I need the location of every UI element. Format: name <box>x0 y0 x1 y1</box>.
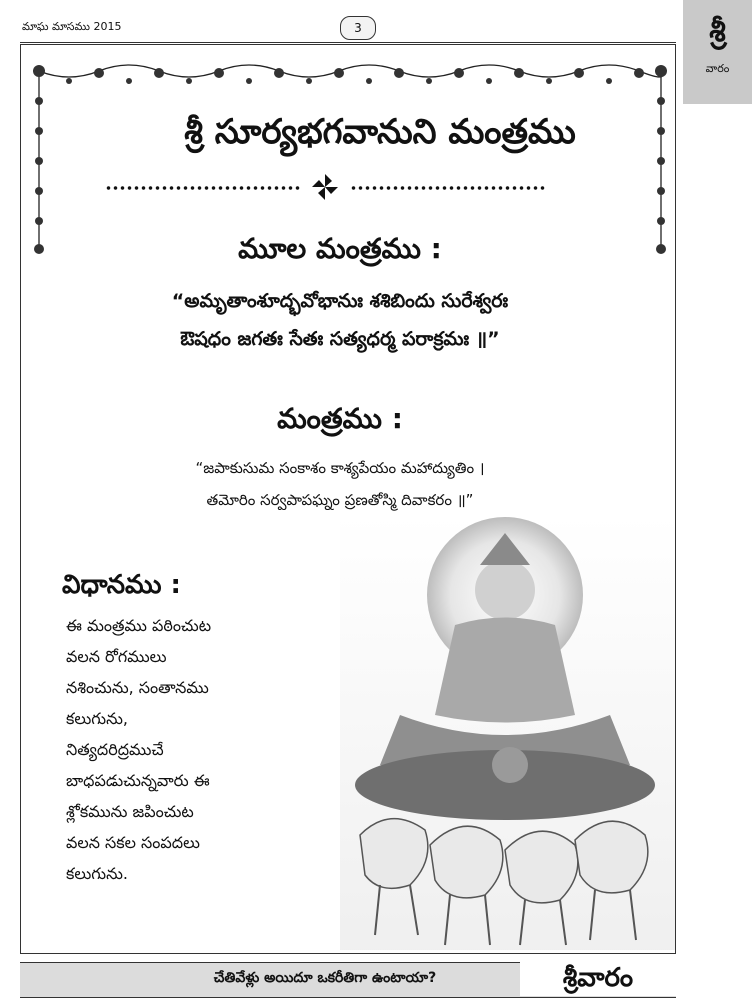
vidhana-line: వలన రోగములు <box>66 647 167 666</box>
mula-verse-line-1: “అమృతాంశూద్భవోభానుః శశిబిందు సురేశ్వరః <box>171 290 509 312</box>
pinwheel-ornament-icon <box>310 172 340 202</box>
footer-tagline: చేతివేళ్లు అయిదూ ఒకరీతిగా ఉంటాయా? <box>213 970 437 986</box>
page-header <box>20 14 676 44</box>
vidhana-line: ఈ మంత్రము పఠించుట <box>66 616 212 635</box>
mantra-verse-line-2: తమోరిం సర్వపాపఘ్నం ప్రణతోస్మి దివాకరం ॥” <box>206 491 474 509</box>
side-tab-word: వారం <box>705 62 730 75</box>
header-rule <box>20 42 676 43</box>
page-title: శ్రీ సూర్యభగవానుని మంత్రము <box>184 112 576 152</box>
page-footer <box>20 960 676 1000</box>
vidhana-line: కలుగును. <box>66 864 128 883</box>
vidhana-heading: విధానము : <box>62 570 181 600</box>
mula-verse-line-2: ఔషధం జగతః సేతః సత్యధర్మ పరాక్రమః ॥” <box>180 328 500 350</box>
vidhana-line: కలుగును, <box>66 709 128 728</box>
mantra-heading: మంత్రము : <box>277 402 403 435</box>
issue-label: మాఘ మాసము 2015 <box>22 20 122 33</box>
page-number: 3 <box>340 16 376 40</box>
side-tab <box>683 0 752 104</box>
vidhana-line: బాధపడుచున్నవారు ఈ <box>66 771 210 790</box>
mantra-verse-line-1: “జపాకుసుమ సంకాశం కాశ్యపేయం మహాద్యుతిం । <box>195 459 485 477</box>
divider-dots-right <box>350 186 545 190</box>
side-tab-logo: శ్రీ <box>709 14 726 49</box>
mantra-verse <box>60 452 620 516</box>
vidhana-line: వలన సకల సంపదలు <box>66 833 200 852</box>
mula-mantra-heading: మూల మంత్రము : <box>238 232 442 265</box>
title-divider <box>105 172 545 202</box>
vidhana-line: శ్లోకమును జపించుట <box>66 802 194 821</box>
footer-logo: శ్రీవారం <box>520 958 676 996</box>
divider-dots-left <box>105 186 300 190</box>
sun-god-on-chariot-illustration <box>340 515 675 950</box>
mula-mantra-verse <box>20 282 660 358</box>
vidhana-body <box>66 610 366 889</box>
vidhana-line: నిత్యదరిద్రముచే <box>66 740 164 759</box>
vidhana-line: నశించును, సంతానము <box>66 678 209 697</box>
